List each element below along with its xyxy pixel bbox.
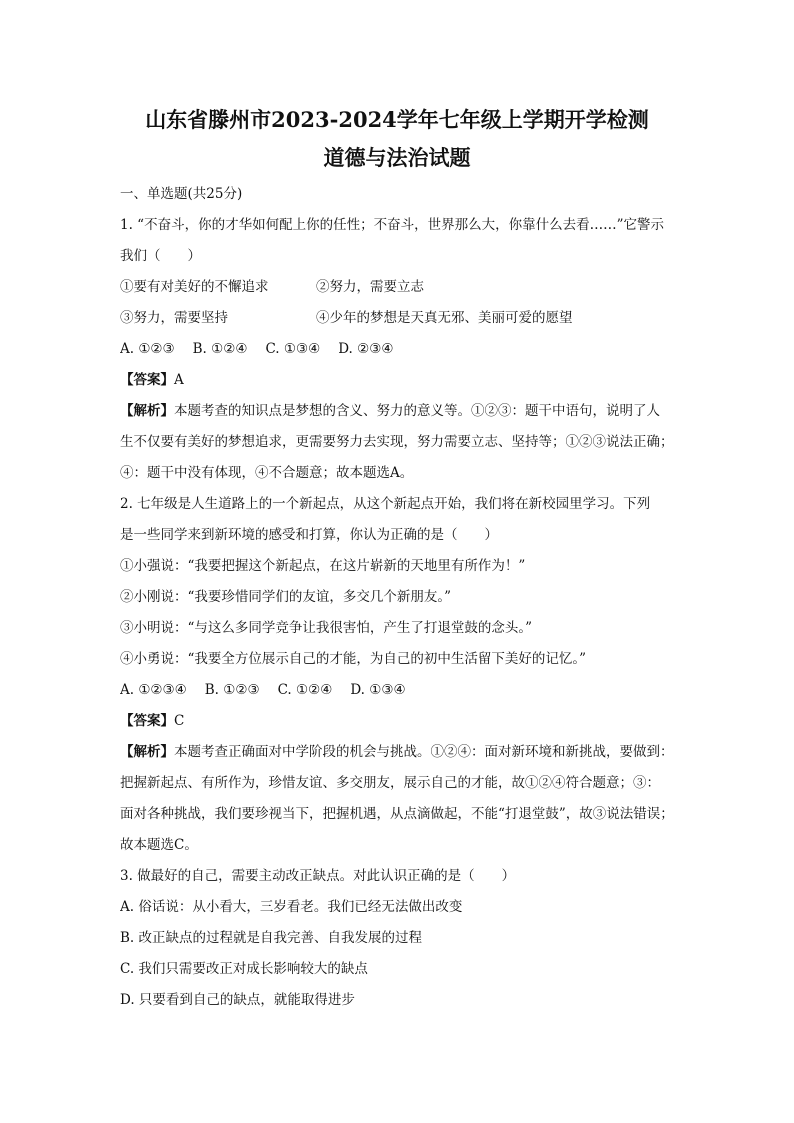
q1-choice-c: C. ①③④ — [265, 341, 321, 357]
q1-choice-b: B. ①②④ — [192, 341, 248, 357]
q1-analysis-line3: ④：题干中没有体现，④不合题意；故本题选A。 — [120, 465, 414, 481]
q1-choice-d: D. ②③④ — [338, 341, 394, 357]
q1-option-4: ④少年的梦想是天真无邪、美丽可爱的愿望 — [316, 310, 573, 326]
q2-analysis-line1 — [120, 737, 674, 768]
q2-analysis-line3: 面对各种挑战，我们要珍视当下，把握机遇，从点滴做起，不能“打退堂鼓”，故③说法错误； — [120, 806, 674, 822]
q1-stem-line1: 1. “不奋斗，你的才华如何配上你的任性；不奋斗，世界那么大，你靠什么去看……”它警示 — [120, 217, 664, 233]
q2-option-3: ③小明说：“与这么多同学竞争让我很害怕，产生了打退堂鼓的念头。” — [120, 620, 533, 636]
q1-analysis-line2: 生不仅要有美好的梦想追求，更需要努力去实现，努力需要立志、坚持等；①②③说法正确； — [120, 434, 674, 450]
q3-choice-a: A. 俗话说：从小看大，三岁看老。我们已经无法做出改变 — [120, 899, 463, 915]
q2-answer — [120, 706, 674, 737]
q3-stem-line1: 3. 做最好的自己，需要主动改正缺点。对此认识正确的是（ ） — [120, 868, 516, 884]
q1-answer-value: A — [174, 372, 184, 388]
q2-option-4: ④小勇说：“我要全方位展示自己的才能，为自己的初中生活留下美好的记忆。” — [120, 651, 587, 667]
q1-analysis-tag: 【解析】 — [120, 403, 174, 419]
q2-option-2: ②小刚说：“我要珍惜同学们的友谊，多交几个新朋友。” — [120, 589, 452, 605]
q2-analysis-line2: 把握新起点、有所作为，珍惜友谊、多交朋友，展示自己的才能，故①②④符合题意；③： — [120, 775, 660, 791]
section-heading: 一、单选题(共25分) — [120, 186, 243, 202]
q1-option-1: ①要有对美好的不懈追求 — [120, 279, 269, 295]
q2-analysis-tag: 【解析】 — [120, 744, 174, 760]
q1-options-row1 — [120, 272, 674, 303]
exam-subtitle: 道德与法治试题 — [323, 145, 471, 170]
q2-answer-tag: 【答案】 — [120, 713, 174, 729]
exam-title: 山东省滕州市2023-2024学年七年级上学期开学检测 — [145, 107, 649, 132]
q1-option-2: ②努力，需要立志 — [316, 279, 424, 295]
q2-choice-c: C. ①②④ — [277, 682, 333, 698]
q3-choice-b: B. 改正缺点的过程就是自我完善、自我发展的过程 — [120, 930, 423, 946]
q2-stem-line1: 2. 七年级是人生道路上的一个新起点，从这个新起点开始，我们将在新校园里学习。下列 — [120, 496, 651, 512]
q2-answer-value: C — [174, 713, 185, 729]
q2-analysis-text1: 本题考查正确面对中学阶段的机会与挑战。①②④：面对新环境和新挑战，要做到： — [174, 744, 674, 760]
q3-choice-d: D. 只要看到自己的缺点，就能取得进步 — [120, 992, 355, 1008]
q2-stem-line2: 是一些同学来到新环境的感受和打算，你认为正确的是（ ） — [120, 527, 498, 543]
q3-choice-c: C. 我们只需要改正对成长影响较大的缺点 — [120, 961, 368, 977]
q1-option-3: ③努力，需要坚持 — [120, 310, 228, 326]
q1-answer — [120, 365, 674, 396]
q1-options-row2 — [120, 303, 674, 334]
q1-choice-a: A. ①②③ — [120, 341, 175, 357]
q2-option-1: ①小强说：“我要把握这个新起点，在这片崭新的天地里有所作为！” — [120, 558, 526, 574]
q1-choices — [120, 334, 674, 365]
q2-analysis-line4: 故本题选C。 — [120, 837, 198, 853]
q2-choice-b: B. ①②③ — [204, 682, 260, 698]
q2-choices — [120, 675, 674, 706]
q2-choice-d: D. ①③④ — [350, 682, 406, 698]
q1-analysis-text1: 本题考查的知识点是梦想的含义、努力的意义等。①②③：题干中语句，说明了人 — [174, 403, 660, 419]
q1-answer-tag: 【答案】 — [120, 372, 174, 388]
q2-choice-a: A. ①②③④ — [120, 682, 187, 698]
q1-stem-line2: 我们（ ） — [120, 248, 201, 264]
q1-analysis-line1 — [120, 396, 674, 427]
